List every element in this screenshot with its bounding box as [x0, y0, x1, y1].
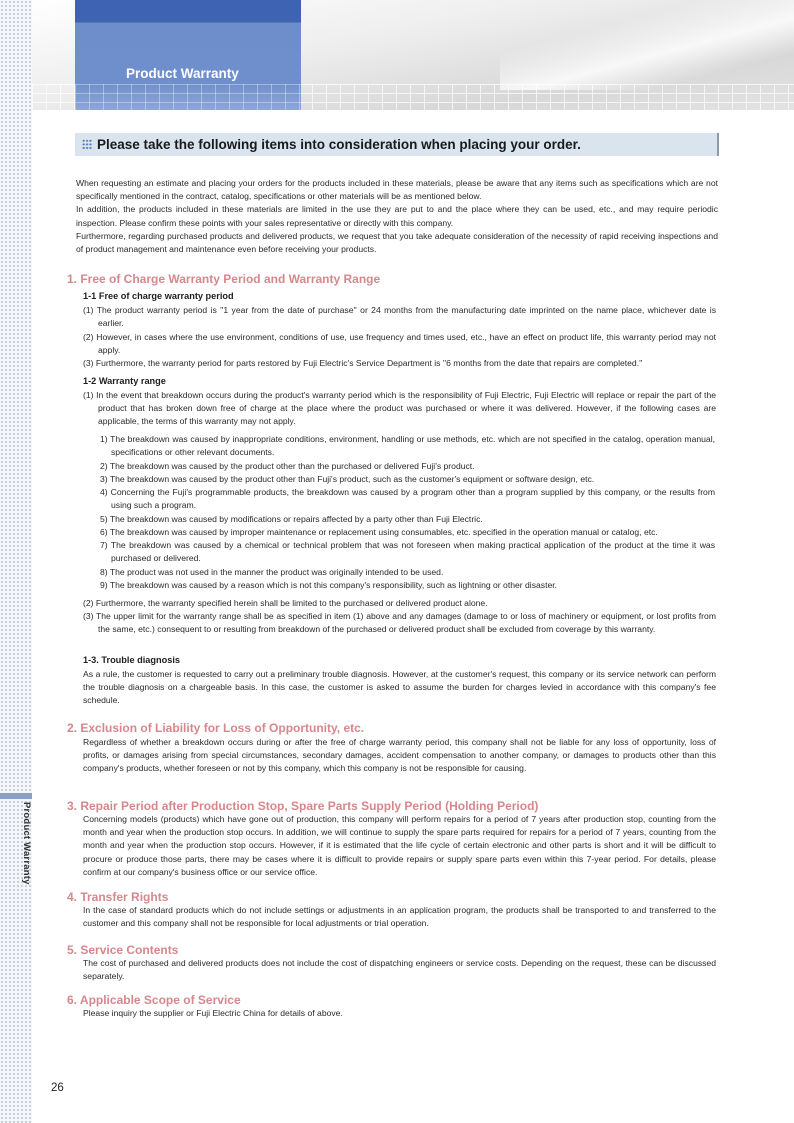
- list-item: (2) However, in cases where the use environment, conditions of use, use frequency and times used, etc., have an effect on product life, this warranty period may not apply.: [83, 332, 716, 356]
- subsection-heading: 1-1 Free of charge warranty period: [83, 291, 234, 301]
- side-section-label: Product Warranty: [21, 802, 32, 885]
- intro-paragraph: In addition, the products included in these materials are limited in the use they are put to and the place where they can be used, etc., and may require periodic inspection. Please confirm these points with your sales representative or directly with this company.: [76, 204, 718, 228]
- page-title: Product Warranty: [126, 66, 239, 81]
- intro-text: [76, 177, 718, 256]
- case-item: 2) The breakdown was caused by the product other than the purchased or delivered Fuji's product.: [100, 461, 475, 471]
- section-heading: 2. Exclusion of Liability for Loss of Opportunity, etc.: [67, 721, 365, 735]
- list-item: (3) Furthermore, the warranty period for parts restored by Fuji Electric's Service Department is ''6 months from the date that repairs are completed.'': [83, 358, 643, 368]
- section-heading: 3. Repair Period after Production Stop, Spare Parts Supply Period (Holding Period): [67, 799, 539, 813]
- section-text: The cost of purchased and delivered products does not include the cost of dispatching engineers or service costs. Depending on the request, these can be discussed separately.: [83, 958, 716, 982]
- section-text: Regardless of whether a breakdown occurs during or after the free of charge warranty period, this company shall not be liable for any loss of opportunity, loss of profits, or damages arising from special circumstances, secondary damages, accident compensation to another company, or damages to products other than this company's products, whether foreseen or not by this company, which this company is not be responsible for causing.: [83, 737, 716, 774]
- section-text: As a rule, the customer is requested to carry out a preliminary trouble diagnosis. However, at the customer's request, this company or its service network can perform the trouble diagnosis on a chargeable basis. In this case, the customer is asked to assume the burden for charges levied in accordance with this company's fee schedule.: [83, 669, 716, 706]
- list-item: (2) Furthermore, the warranty specified herein shall be limited to the purchased or delivered product alone.: [83, 598, 488, 608]
- intro-paragraph: Furthermore, regarding purchased products and delivered products, we request that you take adequate consideration of the necessity of rapid receiving inspections and of product management and maintenance even before receiving your products.: [76, 230, 718, 255]
- case-item: 6) The breakdown was caused by improper maintenance or replacement using consumables, etc. specified in the operation manual or catalog, etc.: [100, 527, 658, 537]
- section-text: In the case of standard products which do not include settings or adjustments in an application program, the products shall be transported to and transferred to the customer and this company shall not be responsible for local adjustments or trial operation.: [83, 905, 716, 929]
- case-item: 8) The product was not used in the manner the product was originally intended to be used.: [100, 567, 444, 577]
- notice-title: Please take the following items into consideration when placing your order.: [97, 137, 581, 152]
- subsection-heading: 1-3. Trouble diagnosis: [83, 655, 180, 665]
- list-item: (3) The upper limit for the warranty range shall be as specified in item (1) above and any damages (damage to or loss of machinery or equipment, or lost profits from the same, etc.) consequent to or resulting from breakdown of the purchased or delivered product shall be excluded from coverage by this warranty.: [83, 611, 716, 635]
- case-item: 4) Concerning the Fuji's programmable products, the breakdown was caused by a program other than a program supplied by this company, or the results from using such a program.: [100, 487, 715, 511]
- intro-paragraph: When requesting an estimate and placing your orders for the products included in these materials, please be aware that any items such as specifications which are not specifically mentioned in the contract, catalog, specifications or other materials will be as mentioned below.: [76, 178, 718, 202]
- section-heading: 6. Applicable Scope of Service: [67, 993, 241, 1007]
- page-number: 26: [51, 1082, 64, 1094]
- section-heading: 5. Service Contents: [67, 943, 179, 957]
- case-item: 3) The breakdown was caused by the product other than Fuji's product, such as the customer's equipment or software design, etc.: [100, 474, 595, 484]
- case-item: 7) The breakdown was caused by a chemical or technical problem that was not foreseen when making practical application of the product at the time it was purchased or delivered.: [100, 540, 715, 564]
- case-item: 9) The breakdown was caused by a reason which is not this company's responsibility, such as lightning or other disaster.: [100, 580, 558, 590]
- list-item: (1) The product warranty period is ''1 year from the date of purchase'' or 24 months from the manufacturing date imprinted on the name place, whichever date is earlier.: [83, 305, 716, 329]
- section-heading: 4. Transfer Rights: [67, 890, 169, 904]
- list-item: (1) In the event that breakdown occurs during the product's warranty period which is the responsibility of Fuji Electric, Fuji Electric will replace or repair the part of the product that has broken down free of charge at the place where the product was purchased or where it was delivered. However, if the following cases are applicable, the terms of this warranty may not apply.: [83, 390, 716, 427]
- case-item: 5) The breakdown was caused by modifications or repairs affected by a party other than Fuji Electric.: [100, 514, 483, 524]
- section-heading: 1. Free of Charge Warranty Period and Warranty Range: [67, 272, 381, 286]
- case-item: 1) The breakdown was caused by inappropriate conditions, environment, handling or use methods, etc. which are not specified in the catalog, operation manual, specifications or other relevant documents.: [100, 434, 715, 458]
- subsection-heading: 1-2 Warranty range: [83, 376, 166, 386]
- section-text: Concerning models (products) which have gone out of production, this company will perform repairs for a period of 7 years after production stop, counting from the month and year when the production stop occurs. In addition, we will continue to supply the spare parts required for repairs for a period of 7 years, counting from the month and year when the production stop occurs. However, if it is estimated that the life cycle of certain electronic and other parts is short and it will be difficult to procure or produce those parts, there may be cases where it is difficult to provide repairs or supply spare parts even within this 7-year period. For details, please confirm at our company's business office or our service office.: [83, 814, 716, 877]
- section-text: Please inquiry the supplier or Fuji Electric China for details of above.: [83, 1008, 343, 1018]
